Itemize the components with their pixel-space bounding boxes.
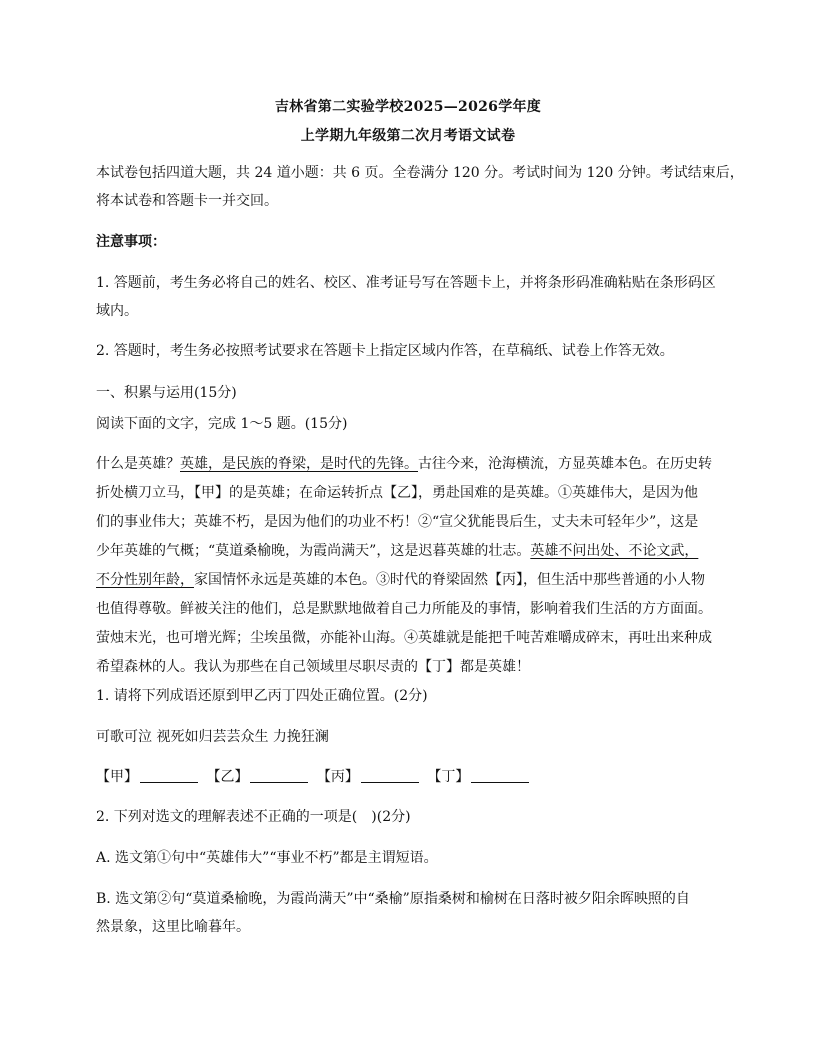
passage-line xyxy=(96,566,722,595)
passage-line xyxy=(96,537,722,566)
passage-line: 萤烛末光，也可增光辉；尘埃虽微，亦能补山海。④英雄就是能把千吨苦难嚼成碎末，再吐出来种成 xyxy=(96,630,712,646)
notice-line: 1. 答题前，考生务必将自己的姓名、校区、准考证号写在答题卡上，并将条形码准确粘贴在条形码区 xyxy=(96,275,716,291)
option-line: B. 选文第②句“莫道桑榆晚，为霞尚满天”中“桑榆”原指桑树和榆树在日落时被夕阳余晖映照的自 xyxy=(96,891,690,907)
question-1-options: 可歌可泣 视死如归芸芸众生 力挽狂澜 xyxy=(96,729,329,745)
notice-heading: 注意事项： xyxy=(96,234,166,250)
question-2-option-a: A. 选文第①句中“英雄伟大”“事业不朽”都是主谓短语。 xyxy=(96,850,438,866)
option-line: 然景象，这里比喻暮年。 xyxy=(96,919,250,935)
passage-line xyxy=(96,450,722,479)
exam-title-line2: 上学期九年级第二次月考语文试卷 xyxy=(300,128,516,144)
blank-label-ding: 【丁】 xyxy=(427,769,470,785)
passage-text: 家国情怀永远是英雄的本色。③时代的脊梁固然【丙】，但生活中那些普通的小人物 xyxy=(194,572,705,588)
passage-text: 少年英雄的气概；“莫道桑榆晚，为霞尚满天”，这是迟暮英雄的壮志。 xyxy=(96,543,531,559)
notice-item-2: 2. 答题时，考生务必按照考试要求在答题卡上指定区域内作答，在草稿纸、试卷上作答无效。 xyxy=(96,343,674,359)
underlined-text: 英雄，是民族的脊梁，是时代的先锋。 xyxy=(180,456,418,472)
section-instruction: 阅读下面的文字，完成 1～5 题。(15分) xyxy=(96,416,348,432)
passage-line: 希望森林的人。我认为那些在自己领域里尽职尽责的【丁】都是英雄！ xyxy=(96,659,530,675)
underlined-text: 不分性别年龄， xyxy=(96,572,194,588)
reading-passage xyxy=(96,450,722,682)
passage-text: 什么是英雄？ xyxy=(96,456,180,472)
blank-label-jia: 【甲】 xyxy=(96,769,138,785)
blank-label-yi: 【乙】 xyxy=(206,769,249,785)
exam-title-line1: 吉林省第二实验学校2025—2026学年度 xyxy=(274,99,542,115)
underlined-text: 英雄不问出处、不论文武， xyxy=(530,543,699,559)
answer-blank[interactable] xyxy=(361,768,419,783)
answer-blank[interactable] xyxy=(471,768,529,783)
blank-label-bing: 【丙】 xyxy=(316,769,359,785)
passage-line: 折处横刀立马，【甲】的是英雄；在命运转折点【乙】，勇赴国难的是英雄。①英雄伟大，是因为他 xyxy=(96,485,698,501)
intro-line: 将本试卷和答题卡一并交回。 xyxy=(96,193,278,209)
question-2-option-b xyxy=(96,885,722,941)
answer-blank[interactable] xyxy=(140,768,198,783)
passage-text: 古往今来，沧海横流，方显英雄本色。在历史转 xyxy=(418,456,712,472)
passage-line: 们的事业伟大；英雄不朽，是因为他们的功业不朽！②“宣父犹能畏后生，丈夫未可轻年少”，这是 xyxy=(96,514,699,530)
notice-line: 域内。 xyxy=(96,303,138,319)
answer-blank[interactable] xyxy=(250,768,308,783)
notice-item-1 xyxy=(96,269,722,325)
intro-line: 本试卷包括四道大题，共 24 道小题：共 6 页。全卷满分 120 分。考试时间为 120 分钟。考试结束后， xyxy=(96,165,744,181)
passage-line: 也值得尊敬。鲜被关注的他们，总是默默地做着自己力所能及的事情，影响着我们生活的方方面面。 xyxy=(96,601,712,617)
question-1-answer-blanks xyxy=(96,763,722,791)
section-heading: 一、积累与运用(15分) xyxy=(96,385,237,401)
question-1-prompt: 1. 请将下列成语还原到甲乙丙丁四处正确位置。(2分) xyxy=(96,688,428,704)
intro-paragraph xyxy=(96,159,744,215)
question-2-prompt: 2. 下列对选文的理解表述不正确的一项是( )(2分) xyxy=(96,809,411,825)
